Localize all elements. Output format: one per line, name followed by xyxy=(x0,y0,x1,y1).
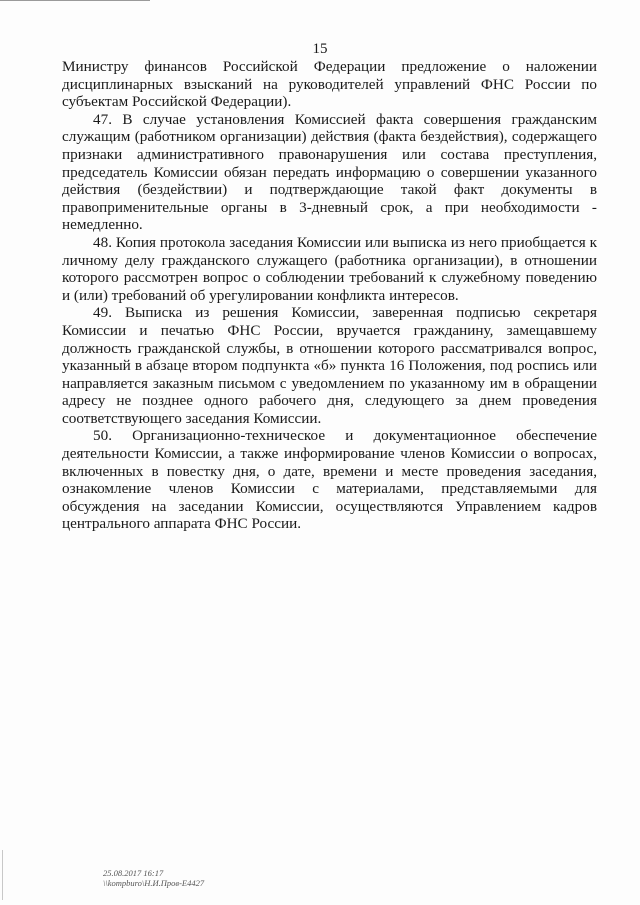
paragraph-49: 49. Выписка из решения Комиссии, заверенная подписью секретаря Комиссии и печатью ФНС России, вручается гражданину, замещавшему должность гражданской службы, в отношении которого рассматривался вопрос, указанный в абзаце втором подпункта «б» пункта 16 Положения, под роспись или направляется заказным письмом с уведомлением по указанному им в обращении адресу не позднее одного рабочего дня, следующего за днем проведения соответствующего заседания Комиссии. xyxy=(62,304,597,427)
print-stamp xyxy=(103,868,204,888)
document-body xyxy=(62,58,597,533)
print-stamp-datetime: 25.08.2017 16:17 xyxy=(103,868,164,878)
scan-edge-mark xyxy=(2,850,3,900)
paragraph-47: 47. В случае установления Комиссией факта совершения гражданским служащим (работником организации) действия (факта бездействия), содержащего признаки административного правонарушения или состава преступления, председатель Комиссии обязан передать информацию о совершении указанного действия (бездействии) и подтверждающие такой факт документы в правоприменительные органы в 3-дневный срок, а при необходимости - немедленно. xyxy=(62,110,597,234)
page-number: 15 xyxy=(312,41,328,57)
paragraph-48: 48. Копия протокола заседания Комиссии или выписка из него приобщается к личному делу гражданского служащего (работника организации), в отношении которого рассмотрен вопрос о соблюдении требований к служебному поведению и (или) требований об урегулировании конфликта интересов. xyxy=(62,233,597,304)
print-stamp-path: \\kompburo\Н.И.Пров-Е4427 xyxy=(103,878,205,888)
paragraph-50: 50. Организационно-техническое и документационное обеспечение деятельности Комиссии, а также информирование членов Комиссии о вопросах, включенных в повестку дня, о дате, времени и месте проведения заседания, ознакомление членов Комиссии с материалами, представляемыми для обсуждения на заседании Комиссии, осуществляются Управлением кадров центрального аппарата ФНС России. xyxy=(62,427,597,533)
paragraph-continuation: Министру финансов Российской Федерации предложение о наложении дисциплинарных взысканий на руководителей управлений ФНС России по субъектам Российской Федерации). xyxy=(62,58,597,111)
scan-edge-line xyxy=(0,0,150,3)
